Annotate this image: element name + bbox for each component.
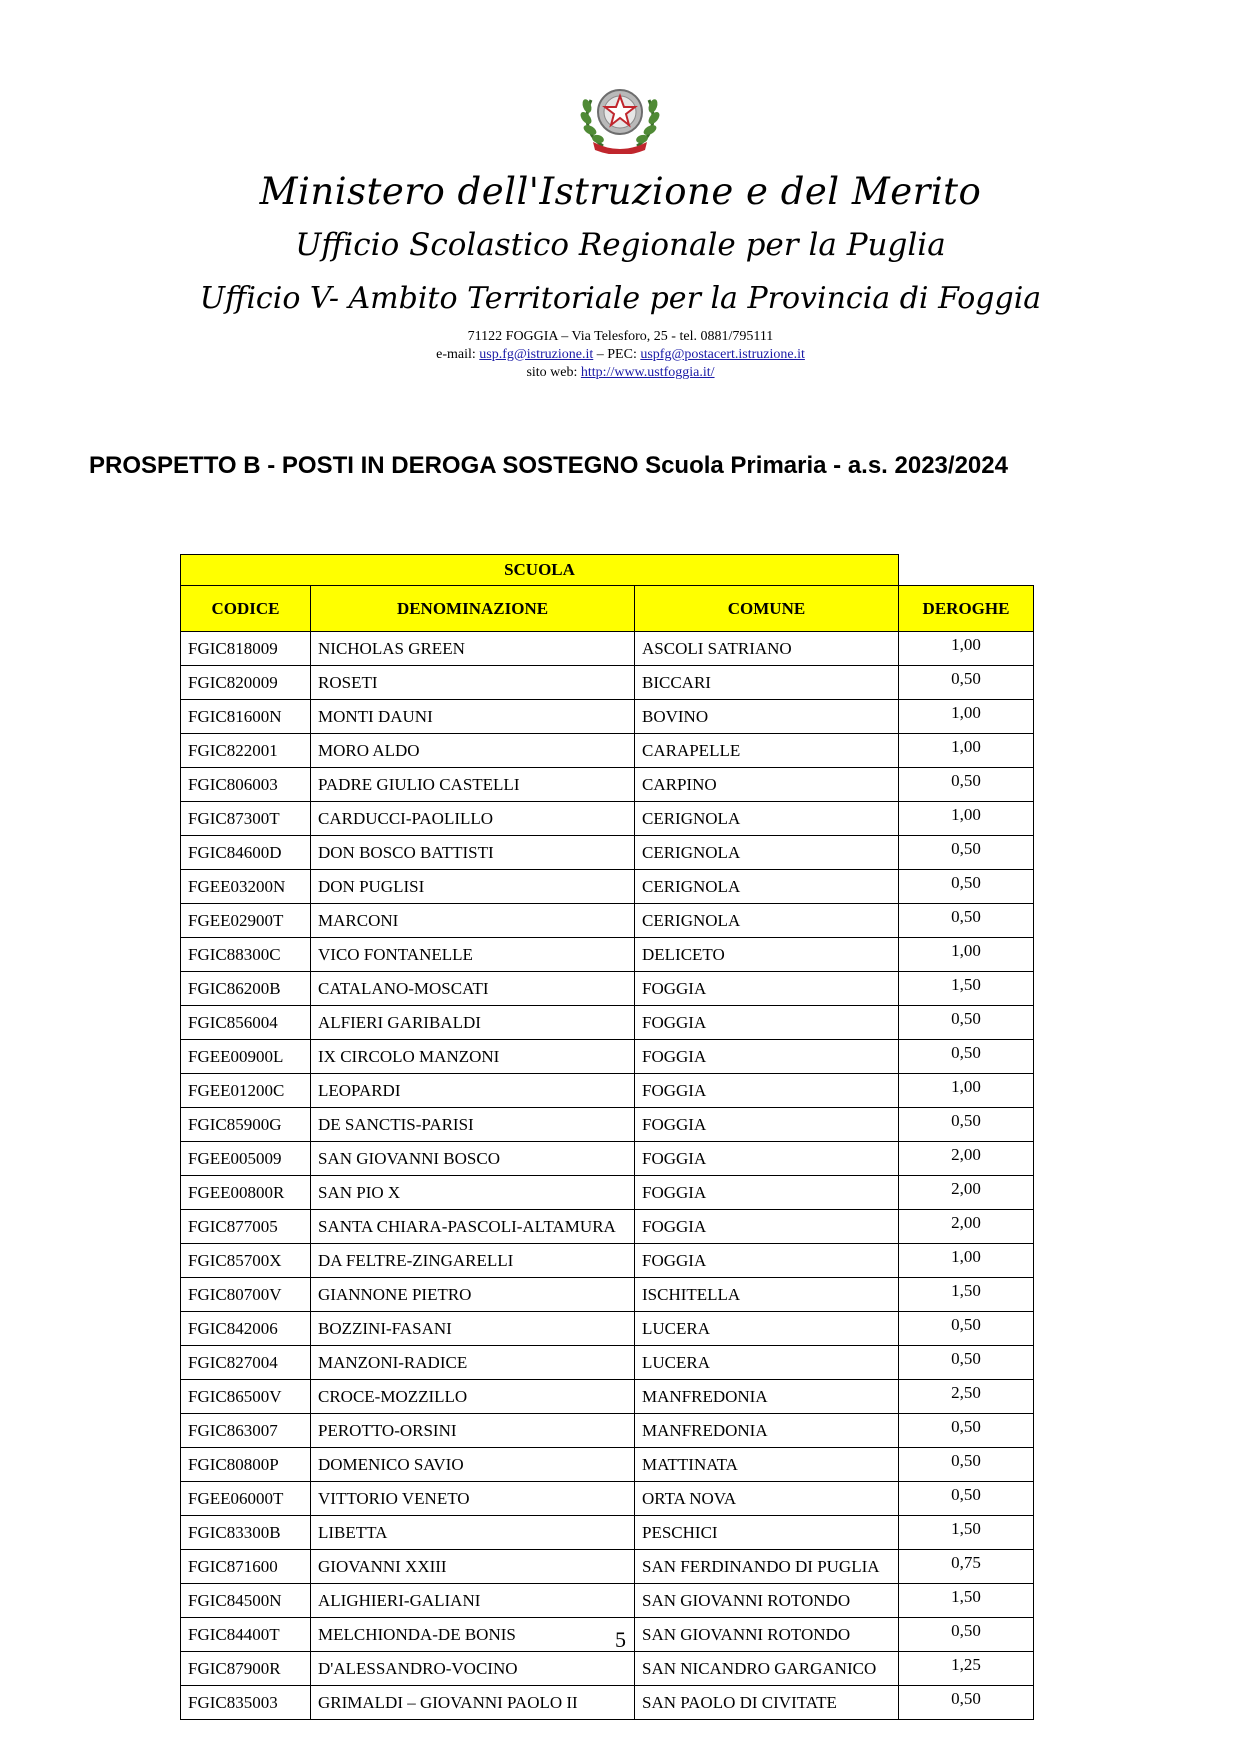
cell-comune: MANFREDONIA — [635, 1380, 899, 1414]
cell-comune: BICCARI — [635, 666, 899, 700]
cell-deroghe: 2,00 — [899, 1176, 1034, 1210]
table-row — [181, 972, 1034, 1006]
cell-deroghe: 0,50 — [899, 870, 1034, 904]
cell-denominazione: MONTI DAUNI — [311, 700, 635, 734]
cell-comune: FOGGIA — [635, 972, 899, 1006]
table-row — [181, 1482, 1034, 1516]
cell-codice: FGIC806003 — [181, 768, 311, 802]
provincial-office: Ufficio V- Ambito Territoriale per la Provincia di Foggia — [199, 281, 1042, 316]
table-row — [181, 666, 1034, 700]
cell-deroghe: 0,50 — [899, 1006, 1034, 1040]
table-row — [181, 1414, 1034, 1448]
cell-denominazione: IX CIRCOLO MANZONI — [311, 1040, 635, 1074]
group-header-blank — [899, 555, 1034, 586]
cell-comune: FOGGIA — [635, 1210, 899, 1244]
column-header-comune: COMUNE — [635, 586, 899, 632]
cell-denominazione: ALFIERI GARIBALDI — [311, 1006, 635, 1040]
cell-denominazione: DON BOSCO BATTISTI — [311, 836, 635, 870]
cell-deroghe: 1,50 — [899, 972, 1034, 1006]
cell-deroghe: 1,50 — [899, 1516, 1034, 1550]
cell-deroghe: 1,00 — [899, 1244, 1034, 1278]
table-row — [181, 1550, 1034, 1584]
cell-comune: MANFREDONIA — [635, 1414, 899, 1448]
table-row — [181, 870, 1034, 904]
table-row — [181, 1584, 1034, 1618]
table-row — [181, 1686, 1034, 1720]
cell-denominazione: VITTORIO VENETO — [311, 1482, 635, 1516]
table-row — [181, 1108, 1034, 1142]
cell-comune: CARAPELLE — [635, 734, 899, 768]
table-row — [181, 1652, 1034, 1686]
cell-comune: FOGGIA — [635, 1176, 899, 1210]
cell-deroghe: 1,50 — [899, 1278, 1034, 1312]
table-row — [181, 1380, 1034, 1414]
cell-codice: FGIC856004 — [181, 1006, 311, 1040]
cell-comune: SAN GIOVANNI ROTONDO — [635, 1584, 899, 1618]
table-row — [181, 768, 1034, 802]
cell-deroghe: 1,50 — [899, 1584, 1034, 1618]
address-line: 71122 FOGGIA – Via Telesforo, 25 - tel. 0881/795111 — [467, 329, 774, 344]
cell-codice: FGIC842006 — [181, 1312, 311, 1346]
website-link[interactable]: http://www.ustfoggia.it/ — [580, 365, 715, 380]
cell-denominazione: MARCONI — [311, 904, 635, 938]
cell-denominazione: DA FELTRE-ZINGARELLI — [311, 1244, 635, 1278]
cell-codice: FGEE01200C — [181, 1074, 311, 1108]
cell-denominazione: GRIMALDI – GIOVANNI PAOLO II — [311, 1686, 635, 1720]
cell-deroghe: 0,50 — [899, 1108, 1034, 1142]
cell-denominazione: DE SANCTIS-PARISI — [311, 1108, 635, 1142]
cell-codice: FGEE02900T — [181, 904, 311, 938]
cell-codice: FGIC88300C — [181, 938, 311, 972]
contact-line — [0, 346, 1241, 364]
italian-republic-emblem-icon — [573, 76, 667, 154]
column-header-codice: CODICE — [181, 586, 311, 632]
cell-denominazione: MANZONI-RADICE — [311, 1346, 635, 1380]
cell-deroghe: 0,50 — [899, 1686, 1034, 1720]
cell-denominazione: CROCE-MOZZILLO — [311, 1380, 635, 1414]
cell-deroghe: 0,50 — [899, 904, 1034, 938]
cell-deroghe: 1,25 — [899, 1652, 1034, 1686]
cell-denominazione: GIOVANNI XXIII — [311, 1550, 635, 1584]
cell-codice: FGEE00800R — [181, 1176, 311, 1210]
ministry-name: Ministero dell'Istruzione e del Merito — [259, 170, 982, 213]
cell-denominazione: SAN GIOVANNI BOSCO — [311, 1142, 635, 1176]
cell-deroghe: 0,50 — [899, 768, 1034, 802]
regional-office: Ufficio Scolastico Regionale per la Puglia — [295, 227, 946, 263]
cell-deroghe: 1,00 — [899, 1074, 1034, 1108]
site-prefix: sito web: — [526, 365, 581, 380]
group-header-scuola: SCUOLA — [181, 555, 899, 586]
cell-codice: FGIC835003 — [181, 1686, 311, 1720]
pec-prefix: – PEC: — [593, 347, 641, 362]
table-row — [181, 1176, 1034, 1210]
cell-codice: FGIC822001 — [181, 734, 311, 768]
cell-comune: SAN PAOLO DI CIVITATE — [635, 1686, 899, 1720]
cell-comune: CERIGNOLA — [635, 836, 899, 870]
cell-deroghe: 1,00 — [899, 802, 1034, 836]
table-row — [181, 1006, 1034, 1040]
cell-codice: FGIC84600D — [181, 836, 311, 870]
cell-denominazione: PADRE GIULIO CASTELLI — [311, 768, 635, 802]
cell-comune: SAN NICANDRO GARGANICO — [635, 1652, 899, 1686]
cell-deroghe: 1,00 — [899, 700, 1034, 734]
cell-comune: LUCERA — [635, 1346, 899, 1380]
cell-codice: FGIC86200B — [181, 972, 311, 1006]
cell-comune: DELICETO — [635, 938, 899, 972]
cell-codice: FGIC820009 — [181, 666, 311, 700]
table-row — [181, 1074, 1034, 1108]
table-body — [181, 632, 1034, 1720]
cell-comune: FOGGIA — [635, 1074, 899, 1108]
pec-link[interactable]: uspfg@postacert.istruzione.it — [640, 347, 805, 362]
cell-comune: FOGGIA — [635, 1108, 899, 1142]
cell-codice: FGIC83300B — [181, 1516, 311, 1550]
cell-comune: CERIGNOLA — [635, 904, 899, 938]
cell-comune: BOVINO — [635, 700, 899, 734]
cell-comune: SAN GIOVANNI ROTONDO — [635, 1618, 899, 1652]
cell-codice: FGIC863007 — [181, 1414, 311, 1448]
cell-deroghe: 0,50 — [899, 1346, 1034, 1380]
table-row — [181, 1040, 1034, 1074]
cell-denominazione: SANTA CHIARA-PASCOLI-ALTAMURA — [311, 1210, 635, 1244]
cell-denominazione: DON PUGLISI — [311, 870, 635, 904]
cell-denominazione: VICO FONTANELLE — [311, 938, 635, 972]
cell-comune: FOGGIA — [635, 1244, 899, 1278]
cell-comune: CERIGNOLA — [635, 870, 899, 904]
deroghe-table — [180, 554, 1034, 1720]
cell-denominazione: ROSETI — [311, 666, 635, 700]
cell-deroghe: 2,00 — [899, 1210, 1034, 1244]
cell-denominazione: CATALANO-MOSCATI — [311, 972, 635, 1006]
cell-codice: FGIC877005 — [181, 1210, 311, 1244]
table-row — [181, 700, 1034, 734]
cell-deroghe: 1,00 — [899, 632, 1034, 666]
cell-codice: FGIC81600N — [181, 700, 311, 734]
table-row — [181, 802, 1034, 836]
cell-codice: FGEE06000T — [181, 1482, 311, 1516]
cell-deroghe: 1,00 — [899, 938, 1034, 972]
table-row — [181, 1516, 1034, 1550]
cell-comune: CARPINO — [635, 768, 899, 802]
email-prefix: e-mail: — [436, 347, 480, 362]
table-row — [181, 836, 1034, 870]
table-row — [181, 1142, 1034, 1176]
cell-deroghe: 2,50 — [899, 1380, 1034, 1414]
cell-codice: FGIC818009 — [181, 632, 311, 666]
cell-denominazione: PEROTTO-ORSINI — [311, 1414, 635, 1448]
document-title: PROSPETTO B - POSTI IN DEROGA SOSTEGNO Scuola Primaria - a.s. 2023/2024 — [89, 452, 1008, 479]
cell-denominazione: MELCHIONDA-DE BONIS — [311, 1618, 635, 1652]
cell-codice: FGIC86500V — [181, 1380, 311, 1414]
cell-codice: FGEE00900L — [181, 1040, 311, 1074]
column-header-deroghe: DEROGHE — [899, 586, 1034, 632]
cell-denominazione: LIBETTA — [311, 1516, 635, 1550]
table-row — [181, 1448, 1034, 1482]
cell-deroghe: 0,75 — [899, 1550, 1034, 1584]
cell-denominazione: D'ALESSANDRO-VOCINO — [311, 1652, 635, 1686]
cell-denominazione: GIANNONE PIETRO — [311, 1278, 635, 1312]
website-line — [0, 364, 1241, 382]
cell-denominazione: CARDUCCI-PAOLILLO — [311, 802, 635, 836]
cell-codice: FGEE005009 — [181, 1142, 311, 1176]
cell-comune: MATTINATA — [635, 1448, 899, 1482]
table-row — [181, 1244, 1034, 1278]
cell-denominazione: BOZZINI-FASANI — [311, 1312, 635, 1346]
cell-denominazione: NICHOLAS GREEN — [311, 632, 635, 666]
table-row — [181, 1312, 1034, 1346]
cell-codice: FGIC80800P — [181, 1448, 311, 1482]
cell-denominazione: DOMENICO SAVIO — [311, 1448, 635, 1482]
cell-comune: SAN FERDINANDO DI PUGLIA — [635, 1550, 899, 1584]
cell-codice: FGIC871600 — [181, 1550, 311, 1584]
table-row — [181, 1346, 1034, 1380]
table-row — [181, 632, 1034, 666]
cell-comune: ISCHITELLA — [635, 1278, 899, 1312]
column-header-denominazione: DENOMINAZIONE — [311, 586, 635, 632]
cell-denominazione: LEOPARDI — [311, 1074, 635, 1108]
cell-deroghe: 0,50 — [899, 1448, 1034, 1482]
cell-comune: ORTA NOVA — [635, 1482, 899, 1516]
cell-denominazione: SAN PIO X — [311, 1176, 635, 1210]
cell-deroghe: 0,50 — [899, 666, 1034, 700]
cell-deroghe: 1,00 — [899, 734, 1034, 768]
table-row — [181, 1210, 1034, 1244]
cell-codice: FGIC87300T — [181, 802, 311, 836]
table-row — [181, 734, 1034, 768]
cell-codice: FGIC85700X — [181, 1244, 311, 1278]
cell-comune: LUCERA — [635, 1312, 899, 1346]
cell-codice: FGIC827004 — [181, 1346, 311, 1380]
cell-deroghe: 0,50 — [899, 1618, 1034, 1652]
cell-comune: PESCHICI — [635, 1516, 899, 1550]
cell-denominazione: MORO ALDO — [311, 734, 635, 768]
cell-deroghe: 0,50 — [899, 1482, 1034, 1516]
cell-codice: FGIC84500N — [181, 1584, 311, 1618]
cell-comune: FOGGIA — [635, 1040, 899, 1074]
cell-deroghe: 0,50 — [899, 1040, 1034, 1074]
cell-comune: ASCOLI SATRIANO — [635, 632, 899, 666]
table-row — [181, 1278, 1034, 1312]
table-row — [181, 904, 1034, 938]
cell-denominazione: ALIGHIERI-GALIANI — [311, 1584, 635, 1618]
table-row — [181, 938, 1034, 972]
cell-codice: FGIC80700V — [181, 1278, 311, 1312]
cell-comune: CERIGNOLA — [635, 802, 899, 836]
cell-comune: FOGGIA — [635, 1142, 899, 1176]
cell-deroghe: 2,00 — [899, 1142, 1034, 1176]
cell-codice: FGIC87900R — [181, 1652, 311, 1686]
cell-codice: FGIC85900G — [181, 1108, 311, 1142]
cell-comune: FOGGIA — [635, 1006, 899, 1040]
email-link[interactable]: usp.fg@istruzione.it — [479, 347, 594, 362]
cell-codice: FGIC84400T — [181, 1618, 311, 1652]
cell-deroghe: 0,50 — [899, 836, 1034, 870]
cell-deroghe: 0,50 — [899, 1414, 1034, 1448]
cell-codice: FGEE03200N — [181, 870, 311, 904]
page-number: 5 — [615, 1627, 626, 1652]
cell-deroghe: 0,50 — [899, 1312, 1034, 1346]
